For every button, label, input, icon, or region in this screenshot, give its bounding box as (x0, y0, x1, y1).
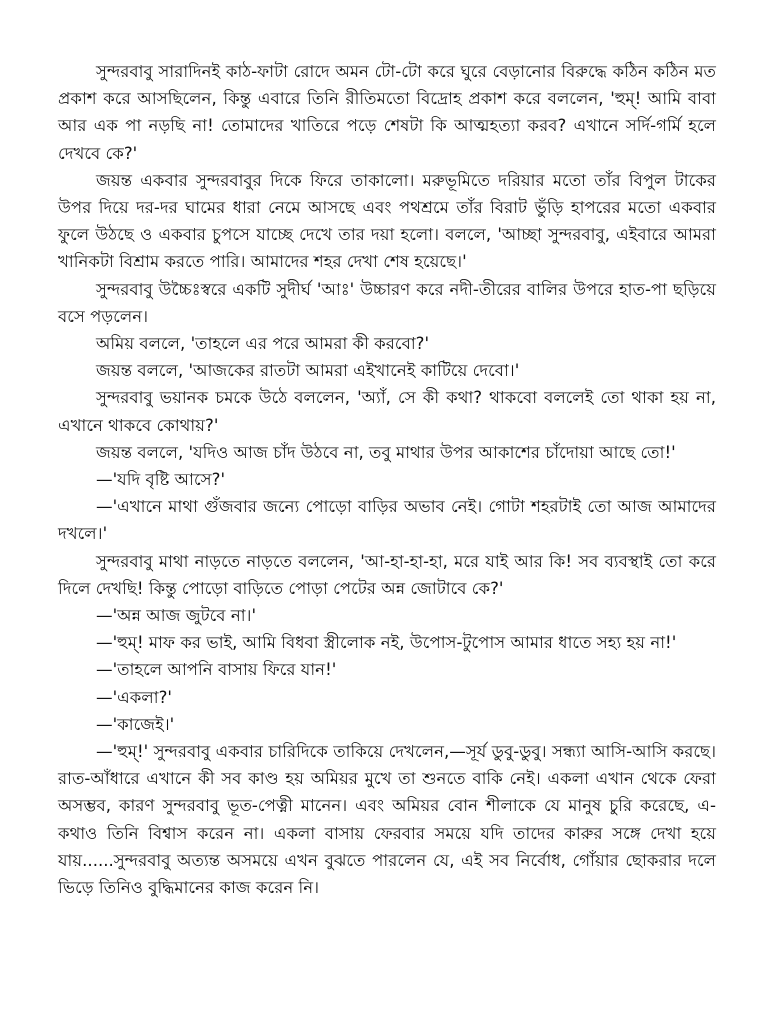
paragraph-7: জয়ন্ত বললে, 'যদিও আজ চাঁদ উঠবে না, তবু মাথার উপর আকাশের চাঁদোয়া আছে তো!' (96, 442, 676, 462)
paragraph-8: —'যদি বৃষ্টি আসে?' (96, 470, 226, 490)
paragraph-12: —'হুম্! মাফ কর ভাই, আমি বিধবা স্ত্রীলোক নই, উপোস-টুপোস আমার ধাতে সহ্য হয় না!' (96, 633, 677, 653)
paragraph-9: —'এখানে মাথা গুঁজবার জন্যে পোড়ো বাড়ির অভাব নেই। গোটা শহরটাই তো আজ আমাদের দখলে।' (58, 497, 716, 544)
paragraph-14: —'একলা?' (96, 687, 172, 707)
paragraph-5: জয়ন্ত বললে, 'আজকের রাতটা আমরা এইখানেই কাটিয়ে দেবো।' (96, 361, 520, 381)
paragraph-10: সুন্দরবাবু মাথা নাড়তে নাড়তে বললেন, 'আ-হা-হা-হা, মরে যাই আর কি! সব ব্যবস্থাই তো করে দিলে দেখছি! কিন্তু পোড়ো বাড়িতে পোড়া পেটের অন্ন জোটাবে কে?' (58, 551, 716, 598)
paragraph-13: —'তাহলে আপনি বাসায় ফিরে যান!' (96, 660, 337, 680)
paragraph-3: সুন্দরবাবু উচ্চৈঃস্বরে একটি সুদীর্ঘ 'আঃ' উচ্চারণ করে নদী-তীরের বালির উপরে হাত-পা ছড়িয়ে বসে পড়লেন। (58, 279, 716, 326)
paragraph-4: অমিয় বললে, 'তাহলে এর পরে আমরা কী করবো?' (96, 334, 430, 354)
paragraph-1: সুন্দরবাবু সারাদিনই কাঠ-ফাটা রোদে অমন টো-টো করে ঘুরে বেড়ানোর বিরুদ্ধে কঠিন কঠিন মত প্রকাশ করে আসছিলেন, কিন্তু এবারে তিনি রীতিমতো বিদ্রোহ প্রকাশ করে বললেন, 'হুম্! আমি বাবা আর এক পা নড়ছি না! তোমাদের খাতিরে পড়ে শেষটা কি আত্মহত্যা করব? এখানে সর্দি-গর্মি হলে দেখবে কে?' (58, 62, 716, 163)
paragraph-6: সুন্দরবাবু ভয়ানক চমকে উঠে বললেন, 'অ্যাঁ, সে কী কথা? থাকবো বললেই তো থাকা হয় না, এখানে থাকবে কোথায়?' (58, 388, 716, 435)
paragraph-2: জয়ন্ত একবার সুন্দরবাবুর দিকে ফিরে তাকালো। মরুভূমিতে দরিয়ার মতো তাঁর বিপুল টাকের উপর দিয়ে দর-দর ঘামের ধারা নেমে আসছে এবং পথশ্রমে তাঁর বিরাট ভুঁড়ি হাপরের মতো একবার ফুলে উঠছে ও একবার চুপসে যাচ্ছে দেখে তার দয়া হলো। বললে, 'আচ্ছা সুন্দরবাবু, এইবারে আমরা খানিকটা বিশ্রাম করতে পারি। আমাদের শহর দেখা শেষ হয়েছে।' (58, 170, 716, 272)
paragraph-11: —'অন্ন আজ জুটবে না।' (96, 606, 257, 626)
paragraph-15: —'কাজেই।' (96, 714, 175, 734)
paragraph-16: —'হুম্!' সুন্দরবাবু একবার চারিদিকে তাকিয়ে দেখলেন,—সূর্য ডুবু-ডুবু। সন্ধ্যা আসি-আসি করছে। রাত-আঁধারে এখানে কী সব কাণ্ড হয় অমিয়র মুখে তা শুনতে বাকি নেই। একলা এখান থেকে ফেরা অসম্ভব, কারণ সুন্দরবাবু ভূত-পেত্নী মানেন। এবং অমিয়র বোন শীলাকে যে মানুষ চুরি করেছে, এ-কথাও তিনি বিশ্বাস করেন না। একলা বাসায় ফেরবার সময়ে যদি তাদের কারুর সঙ্গে দেখা হয়ে যায়......সুন্দরবাবু অত্যন্ত অসময়ে এখন বুঝতে পারলেন যে, এই সব নির্বোধ, গোঁয়ার ছোকরার দলে ভিড়ে তিনিও বুদ্ধিমানের কাজ করেন নি। (58, 742, 716, 898)
